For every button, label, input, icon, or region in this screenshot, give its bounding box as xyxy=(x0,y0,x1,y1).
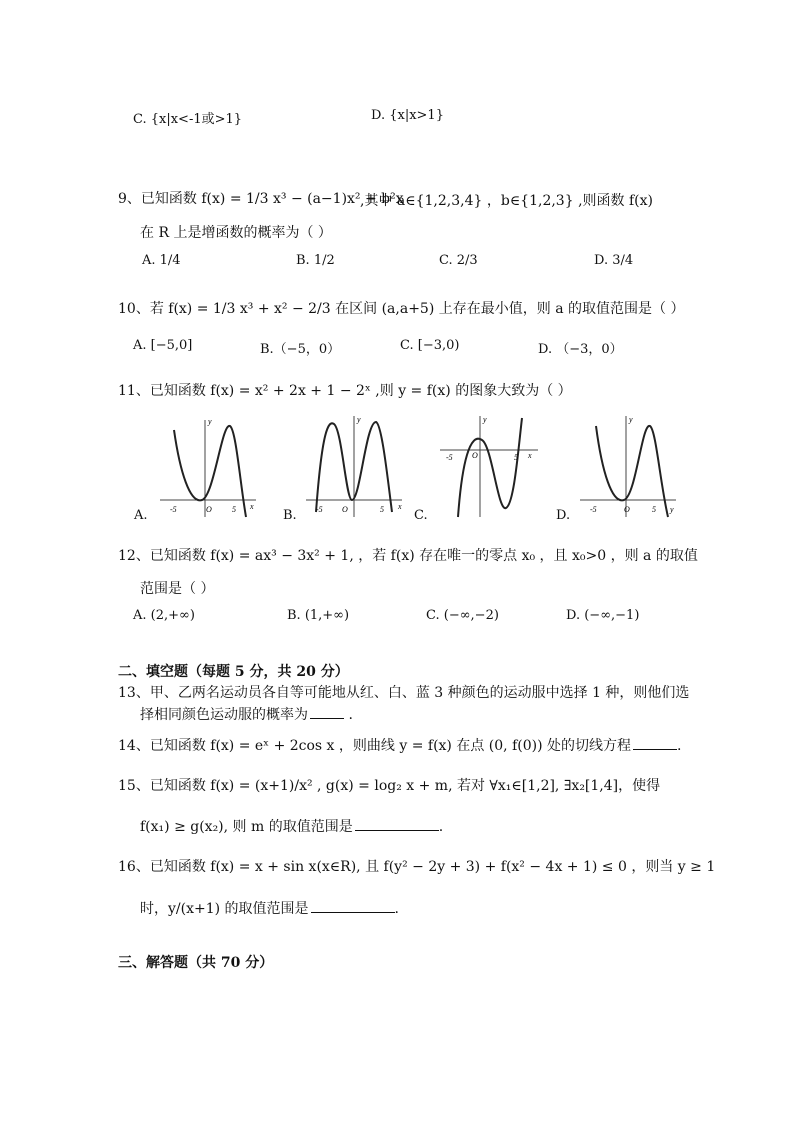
svg-text:y: y xyxy=(483,415,487,424)
svg-text:x: x xyxy=(528,451,532,460)
q11-graph-b xyxy=(306,412,406,522)
q9-option-d: D. 3/4 xyxy=(594,253,634,268)
q10-option-d: D. （−3，0） xyxy=(538,342,623,357)
q15-line2: f(x₁) ≥ g(x₂), 则 m 的取值范围是 . xyxy=(140,819,444,835)
section-3-heading: 三、解答题（共 70 分） xyxy=(118,955,274,971)
q9-condition: ,其中 a∈{1,2,3,4} ，b∈{1,2,3} ,则函数 f(x) xyxy=(360,193,653,209)
q11-label-c: C. xyxy=(414,508,428,523)
q9-formula: f(x) = 1/3 x³ − (a−1)x² + b²x xyxy=(201,191,404,207)
q14-text: 14、已知函数 f(x) = eˣ + 2cos x ，则曲线 y = f(x) 在点 (0, f(0)) 处的切线方程 xyxy=(118,738,631,754)
section-2-heading: 二、填空题（每题 5 分，共 20 分） xyxy=(118,664,349,680)
svg-text:y: y xyxy=(357,415,361,424)
svg-text:5: 5 xyxy=(380,505,384,514)
svg-text:O: O xyxy=(472,451,478,460)
svg-text:y: y xyxy=(629,415,633,424)
svg-text:O: O xyxy=(624,505,630,514)
q11-graph-c xyxy=(440,412,540,522)
svg-text:O: O xyxy=(206,505,212,514)
svg-text:-5: -5 xyxy=(316,505,323,514)
q12-option-d: D. (−∞,−1) xyxy=(566,608,640,623)
svg-text:O: O xyxy=(342,505,348,514)
q13-line2: 择相同颜色运动服的概率为 . xyxy=(140,707,353,723)
svg-text:5: 5 xyxy=(514,453,518,462)
q8-option-d: D. {x|x>1} xyxy=(371,108,444,123)
svg-text:5: 5 xyxy=(232,505,236,514)
q9-option-b: B. 1/2 xyxy=(296,253,335,268)
q10-option-c: C. [−3,0) xyxy=(400,338,460,353)
q16-line2: 时，y/(x+1) 的取值范围是 . xyxy=(140,901,399,917)
q13-line1: 13、甲、乙两名运动员各自等可能地从红、白、蓝 3 种颜色的运动服中选择 1 种，则他们选 xyxy=(118,685,690,701)
q13-answer-blank[interactable] xyxy=(310,718,344,719)
q9-line2: 在 R 上是增函数的概率为（ ） xyxy=(140,225,332,241)
svg-text:y: y xyxy=(670,505,674,514)
q14-stem: 14、已知函数 f(x) = eˣ + 2cos x ，则曲线 y = f(x) 在点 (0, f(0)) 处的切线方程 . xyxy=(118,738,682,754)
q10-option-b: B.（−5，0） xyxy=(260,342,341,357)
q16-line2-text: 时，y/(x+1) 的取值范围是 xyxy=(140,901,309,917)
q11-label-a: A. xyxy=(134,508,148,523)
q11-graph-d xyxy=(580,412,680,522)
svg-text:-5: -5 xyxy=(446,453,453,462)
q12-line1: 12、已知函数 f(x) = ax³ − 3x² + 1, ，若 f(x) 存在唯一的零点 x₀ ，且 x₀>0 ，则 a 的取值 xyxy=(118,548,698,564)
q11-label-d: D. xyxy=(556,508,571,523)
q8-option-c: C. {x|x<-1或>1} xyxy=(133,112,243,127)
svg-text:x: x xyxy=(250,502,254,511)
svg-text:5: 5 xyxy=(652,505,656,514)
q13-line2-text: 择相同颜色运动服的概率为 xyxy=(140,707,308,723)
q12-line2: 范围是（ ） xyxy=(140,581,215,597)
q10-stem: 10、若 f(x) = 1/3 x³ + x² − 2/3 在区间 (a,a+5) 上存在最小值，则 a 的取值范围是（ ） xyxy=(118,301,685,317)
q12-option-b: B. (1,+∞) xyxy=(287,608,350,623)
q11-stem: 11、已知函数 f(x) = x² + 2x + 1 − 2ˣ ,则 y = f(x) 的图象大致为（ ） xyxy=(118,383,572,399)
q15-line1: 15、已知函数 f(x) = (x+1)/x² , g(x) = log₂ x + m, 若对 ∀x₁∈[1,2], ∃x₂[1,4]，使得 xyxy=(118,778,661,794)
q12-option-c: C. (−∞,−2) xyxy=(426,608,499,623)
q9-option-a: A. 1/4 xyxy=(142,253,181,268)
svg-text:y: y xyxy=(208,417,212,426)
q16-answer-blank[interactable] xyxy=(311,912,395,913)
q9-prefix: 9、已知函数 xyxy=(118,191,197,207)
q16-line1: 16、已知函数 f(x) = x + sin x(x∈R), 且 f(y² − 2y + 3) + f(x² − 4x + 1) ≤ 0 ，则当 y ≥ 1 xyxy=(118,859,716,875)
svg-text:x: x xyxy=(398,502,402,511)
q15-answer-blank[interactable] xyxy=(355,830,439,831)
q15-line2-text: f(x₁) ≥ g(x₂), 则 m 的取值范围是 xyxy=(140,819,353,835)
q11-graph-a xyxy=(160,412,260,522)
svg-text:-5: -5 xyxy=(170,505,177,514)
q10-option-a: A. [−5,0] xyxy=(133,338,193,353)
svg-text:-5: -5 xyxy=(590,505,597,514)
q11-label-b: B. xyxy=(283,508,297,523)
q14-answer-blank[interactable] xyxy=(633,749,677,750)
q9-option-c: C. 2/3 xyxy=(439,253,478,268)
q12-option-a: A. (2,+∞) xyxy=(133,608,195,623)
